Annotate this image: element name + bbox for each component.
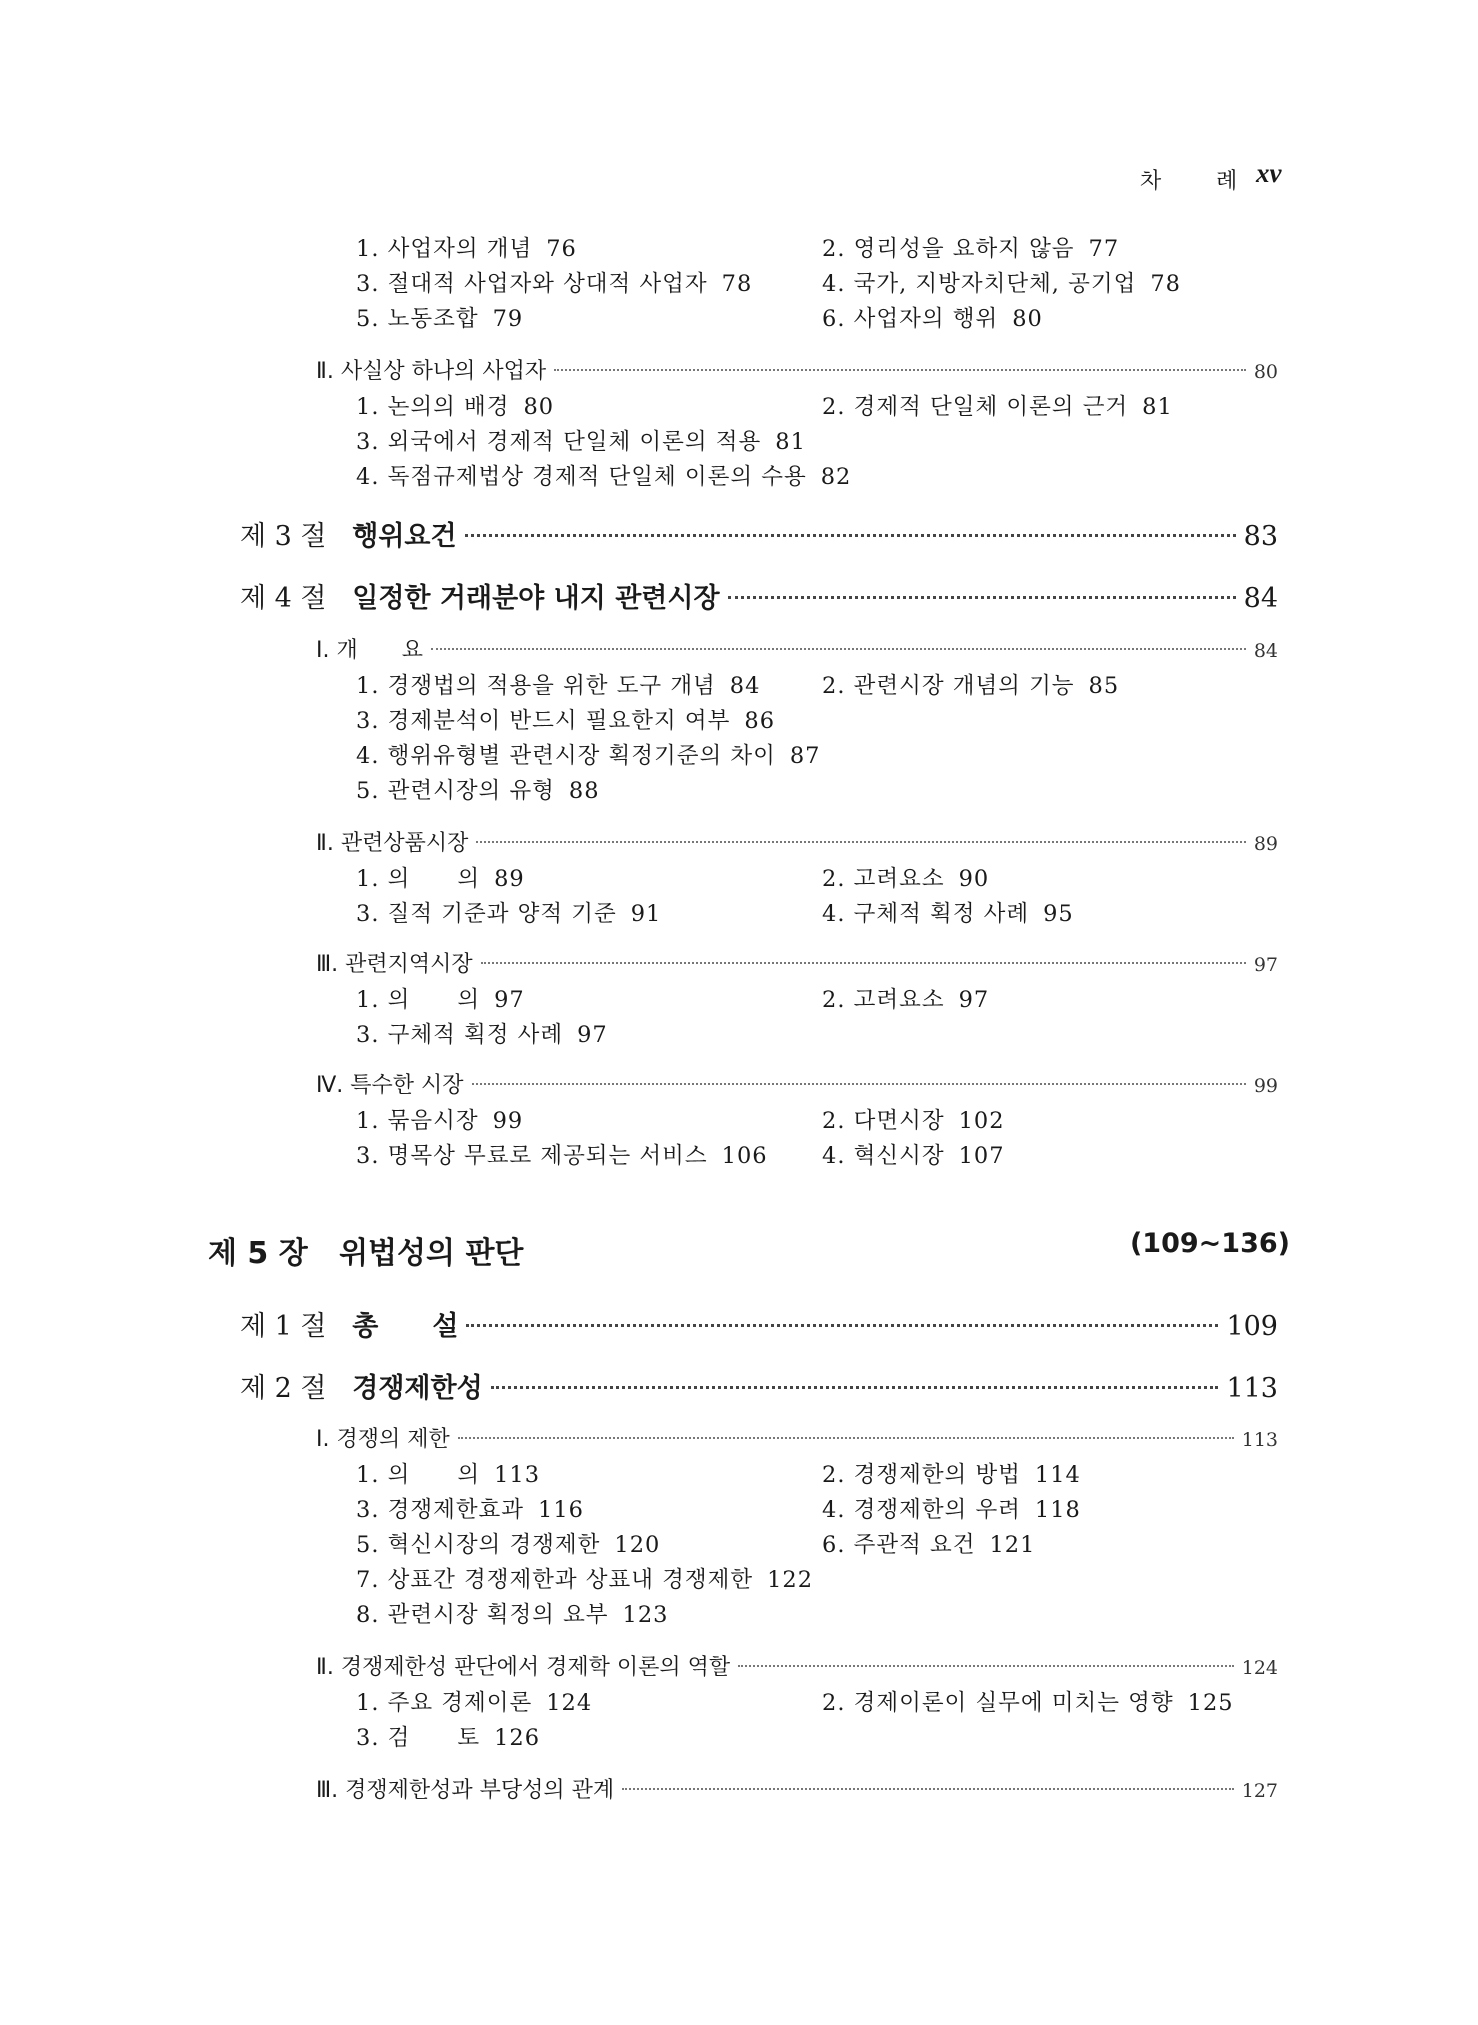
toc-item[interactable]: 1. 의 의 113 — [356, 1462, 541, 1488]
toc-subsection[interactable]: Ⅱ. 경쟁제한성 판단에서 경제학 이론의 역할 124 — [316, 1655, 1278, 1680]
leader-dots — [728, 596, 1236, 599]
toc-item[interactable]: 3. 경쟁제한효과 116 — [356, 1497, 584, 1523]
toc-item[interactable]: 3. 질적 기준과 양적 기준 91 — [356, 901, 662, 927]
toc-item[interactable]: 5. 혁신시장의 경쟁제한 120 — [356, 1532, 661, 1558]
leader-dots — [466, 1324, 1218, 1327]
page-number: xv — [1256, 158, 1282, 188]
leader-dots — [481, 962, 1246, 964]
toc-subsection[interactable]: Ⅰ. 개 요 84 — [316, 638, 1278, 663]
toc-subsection[interactable]: Ⅱ. 관련상품시장 89 — [316, 831, 1278, 856]
toc-item[interactable]: 2. 경제이론이 실무에 미치는 영향 125 — [822, 1690, 1234, 1716]
toc-item[interactable]: 2. 경제적 단일체 이론의 근거 81 — [822, 394, 1173, 420]
toc-item[interactable]: 1. 의 의 97 — [356, 987, 525, 1013]
chapter-heading[interactable]: 제 5 장 위법성의 판단 (109~136) — [208, 1228, 1290, 1271]
toc-item[interactable]: 1. 주요 경제이론 124 — [356, 1690, 593, 1716]
toc-item[interactable]: 1. 사업자의 개념 76 — [356, 236, 577, 262]
leader-dots — [491, 1386, 1219, 1389]
toc-section[interactable]: 제 4 절 일정한 거래분야 내지 관련시장 84 — [240, 583, 1278, 614]
toc-item[interactable]: 4. 행위유형별 관련시장 획정기준의 차이 87 — [356, 743, 821, 769]
toc-item[interactable]: 3. 명목상 무료로 제공되는 서비스 106 — [356, 1143, 768, 1169]
toc-item[interactable]: 2. 고려요소 90 — [822, 866, 990, 892]
leader-dots — [465, 534, 1236, 537]
leader-dots — [458, 1437, 1234, 1439]
toc-item[interactable]: 1. 경쟁법의 적용을 위한 도구 개념 84 — [356, 673, 761, 699]
toc-item[interactable]: 2. 고려요소 97 — [822, 987, 990, 1013]
leader-dots — [554, 369, 1246, 371]
toc-subsection[interactable]: Ⅲ. 관련지역시장 97 — [316, 952, 1278, 977]
toc-item[interactable]: 2. 다면시장 102 — [822, 1108, 1005, 1134]
leader-dots — [431, 648, 1246, 650]
toc-item[interactable]: 8. 관련시장 획정의 요부 123 — [356, 1602, 669, 1628]
toc-item[interactable]: 2. 관련시장 개념의 기능 85 — [822, 673, 1120, 699]
chapter-page-range: (109~136) — [1129, 1228, 1290, 1259]
toc-item[interactable]: 3. 경제분석이 반드시 필요한지 여부 86 — [356, 708, 776, 734]
toc-item[interactable]: 3. 절대적 사업자와 상대적 사업자 78 — [356, 271, 753, 297]
toc-section[interactable]: 제 1 절 총 설 109 — [240, 1311, 1278, 1342]
toc-item[interactable]: 4. 구체적 획정 사례 95 — [822, 901, 1074, 927]
toc-subsection[interactable]: Ⅲ. 경쟁제한성과 부당성의 관계 127 — [316, 1778, 1278, 1803]
toc-item[interactable]: 4. 혁신시장 107 — [822, 1143, 1005, 1169]
toc-subsection[interactable]: Ⅰ. 경쟁의 제한 113 — [316, 1427, 1278, 1452]
toc-subsection[interactable]: Ⅱ. 사실상 하나의 사업자 80 — [316, 359, 1278, 384]
toc-item[interactable]: 5. 관련시장의 유형 88 — [356, 778, 600, 804]
leader-dots — [622, 1788, 1234, 1790]
toc-item[interactable]: 6. 주관적 요건 121 — [822, 1532, 1036, 1558]
toc-subsection[interactable]: Ⅳ. 특수한 시장 99 — [316, 1073, 1278, 1098]
toc-item[interactable]: 2. 영리성을 요하지 않음 77 — [822, 236, 1120, 262]
running-head — [1140, 158, 1290, 198]
toc-item[interactable]: 1. 논의의 배경 80 — [356, 394, 555, 420]
running-head-word: 차 — [1140, 169, 1162, 194]
toc-item[interactable]: 3. 외국에서 경제적 단일체 이론의 적용 81 — [356, 429, 806, 455]
toc-item[interactable]: 2. 경쟁제한의 방법 114 — [822, 1462, 1081, 1488]
leader-dots — [476, 841, 1245, 843]
toc-item[interactable]: 1. 의 의 89 — [356, 866, 525, 892]
toc-item[interactable]: 4. 경쟁제한의 우려 118 — [822, 1497, 1081, 1523]
toc-item[interactable]: 7. 상표간 경쟁제한과 상표내 경쟁제한 122 — [356, 1567, 814, 1593]
leader-dots — [472, 1083, 1246, 1085]
toc-item[interactable]: 6. 사업자의 행위 80 — [822, 306, 1043, 332]
toc-item[interactable]: 5. 노동조합 79 — [356, 306, 524, 332]
toc-item[interactable]: 4. 독점규제법상 경제적 단일체 이론의 수용 82 — [356, 464, 852, 490]
leader-dots — [738, 1665, 1234, 1667]
toc-item[interactable]: 4. 국가, 지방자치단체, 공기업 78 — [822, 271, 1181, 297]
toc-section[interactable]: 제 2 절 경쟁제한성 113 — [240, 1373, 1278, 1404]
toc-item[interactable]: 1. 묶음시장 99 — [356, 1108, 524, 1134]
running-head-word: 례 — [1216, 169, 1238, 194]
toc-item[interactable]: 3. 구체적 획정 사례 97 — [356, 1022, 608, 1048]
toc-item[interactable]: 3. 검 토 126 — [356, 1725, 541, 1751]
toc-section[interactable]: 제 3 절 행위요건 83 — [240, 521, 1278, 552]
